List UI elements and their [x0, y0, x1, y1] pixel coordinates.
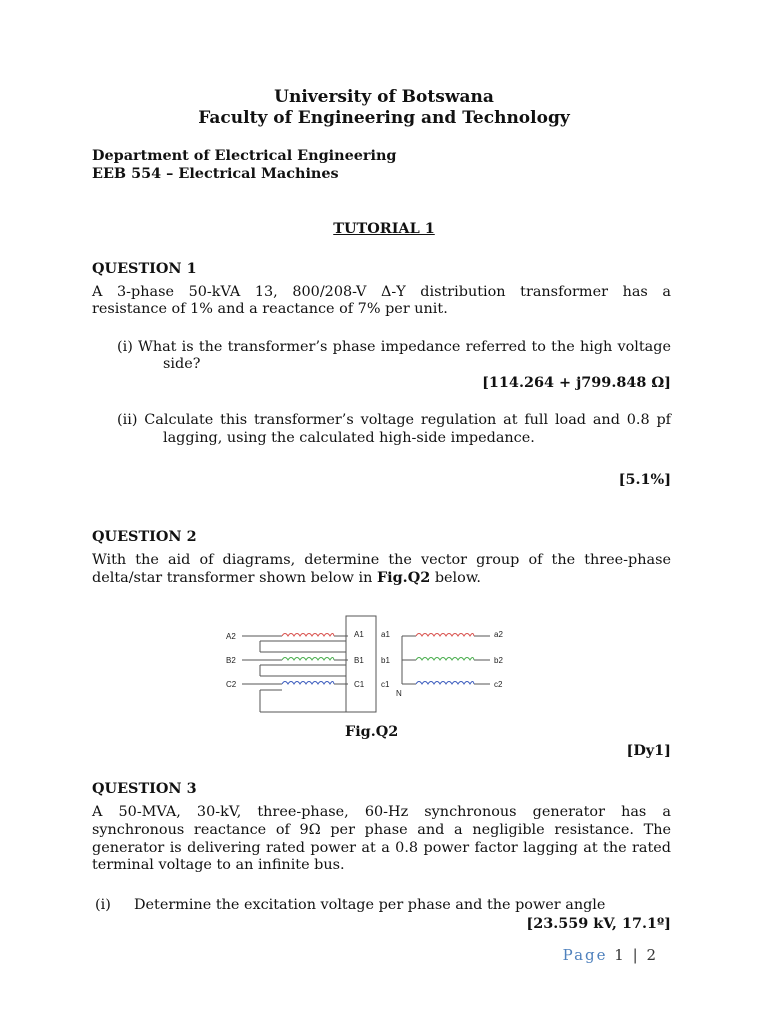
question-1-part-i-answer: [114.264 + j799.848 Ω]: [482, 374, 671, 391]
terminal-B1: B1: [354, 656, 364, 665]
question-2-heading: QUESTION 2: [92, 528, 197, 545]
question-1-part-ii-line1: (ii) Calculate this transformer’s voltage regulation at full load and 0.8 pf: [117, 412, 671, 428]
question-3-text-line3: generator is delivering rated power at a 0.8 power factor lagging at the rated: [92, 840, 671, 856]
transformer-diagram: [220, 612, 520, 720]
neutral-label: N: [396, 689, 402, 698]
terminal-C1: C1: [354, 680, 365, 689]
terminal-B2: B2: [226, 656, 236, 665]
question-3-part-i-answer: [23.559 kV, 17.1º]: [526, 915, 671, 932]
terminal-a2: a2: [494, 630, 503, 639]
secondary-coil-a: [416, 634, 474, 637]
primary-coil-c: [282, 682, 334, 685]
question-1-intro-line2: resistance of 1% and a reactance of 7% per unit.: [92, 301, 448, 317]
question-2-answer: [Dy1]: [626, 742, 671, 759]
university-title: University of Botswana: [274, 87, 494, 107]
department-name: Department of Electrical Engineering: [92, 147, 397, 164]
question-3-part-i-number: (i): [95, 897, 111, 913]
question-3-part-i-text: Determine the excitation voltage per phase and the power angle: [134, 897, 606, 913]
question-1-heading: QUESTION 1: [92, 260, 197, 277]
secondary-coil-b: [416, 658, 474, 661]
page-number: 1: [614, 946, 626, 964]
terminal-c1: c1: [381, 680, 390, 689]
page-word: Page: [562, 946, 608, 964]
question-1-part-ii-answer: [5.1%]: [618, 471, 671, 488]
question-3-heading: QUESTION 3: [92, 780, 197, 797]
page-total: 2: [646, 946, 658, 964]
question-2-text-pre: delta/star transformer shown below in: [92, 570, 377, 586]
page-footer: [560, 946, 658, 964]
secondary-coil-c: [416, 682, 474, 685]
question-3-text-line2: synchronous reactance of 9Ω per phase and a negligible resistance. The: [92, 822, 671, 838]
question-2-text-line2: [92, 569, 481, 588]
terminal-A1: A1: [354, 630, 364, 639]
question-1-intro-line1: A 3-phase 50-kVA 13, 800/208-V Δ-Y distribution transformer has a: [92, 284, 671, 300]
course-name: EEB 554 – Electrical Machines: [92, 165, 339, 182]
terminal-a1: a1: [381, 630, 390, 639]
question-2-text-line1: With the aid of diagrams, determine the vector group of the three-phase: [92, 552, 671, 568]
terminal-b1: b1: [381, 656, 390, 665]
question-3-text-line1: A 50-MVA, 30-kV, three-phase, 60-Hz synchronous generator has a: [92, 804, 671, 820]
primary-coil-b: [282, 658, 334, 661]
terminal-c2: c2: [494, 680, 503, 689]
tutorial-title: TUTORIAL 1: [333, 220, 435, 237]
terminal-A2: A2: [226, 632, 236, 641]
question-1-part-i-line2: side?: [163, 356, 201, 372]
terminal-b2: b2: [494, 656, 503, 665]
terminal-C2: C2: [226, 680, 237, 689]
question-3-text-line4: terminal voltage to an infinite bus.: [92, 857, 345, 873]
question-1-part-i-line1: (i) What is the transformer’s phase impedance referred to the high voltage: [117, 339, 671, 355]
question-1-part-ii-line2: lagging, using the calculated high-side impedance.: [163, 430, 535, 446]
page-separator: |: [632, 946, 640, 964]
faculty-title: Faculty of Engineering and Technology: [198, 108, 570, 128]
question-2-text-post: below.: [430, 570, 482, 586]
primary-coil-a: [282, 634, 334, 637]
figure-caption: Fig.Q2: [345, 723, 399, 740]
figure-reference: Fig.Q2: [376, 569, 431, 586]
